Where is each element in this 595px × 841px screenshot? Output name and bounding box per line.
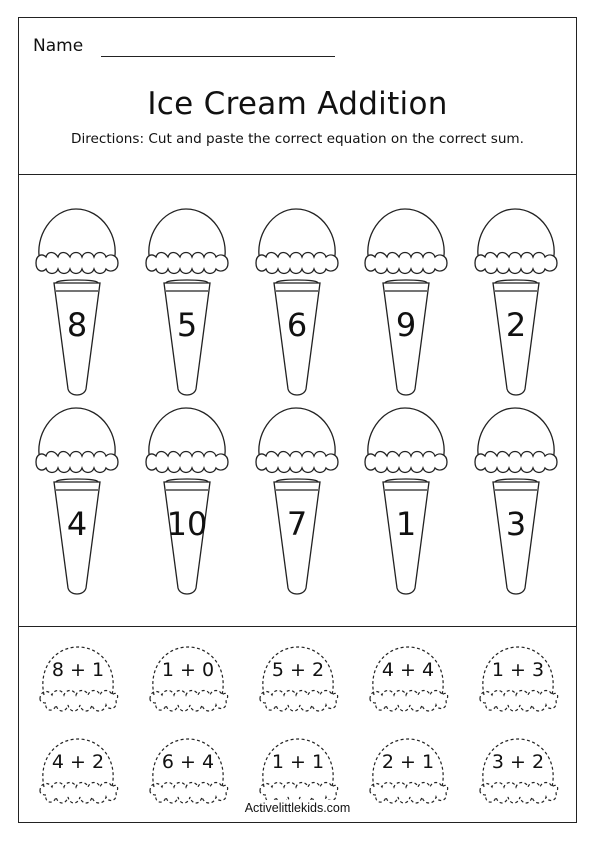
cone-sum-number: 2 xyxy=(505,306,527,344)
ice-cream-cone xyxy=(32,207,122,397)
scoop-equation: 8 + 1 xyxy=(51,659,105,681)
equation-scoop-cutout[interactable] xyxy=(476,643,560,717)
cone-sum-number: 5 xyxy=(176,306,198,344)
ice-cream-cone-icon xyxy=(471,406,561,596)
name-field-line[interactable] xyxy=(101,56,335,57)
equation-scoop-cutout[interactable] xyxy=(146,643,230,717)
worksheet-title: Ice Cream Addition xyxy=(147,86,448,122)
equation-scoop-cutout[interactable] xyxy=(366,735,450,809)
cone-sum-number: 4 xyxy=(66,505,88,543)
ice-cream-cone xyxy=(252,207,342,397)
cone-sum-number: 8 xyxy=(66,306,88,344)
scoop-equation: 5 + 2 xyxy=(271,659,325,681)
ice-cream-cone xyxy=(142,406,232,596)
ice-cream-cone xyxy=(142,207,232,397)
ice-cream-cone xyxy=(471,207,561,397)
scoop-equation: 4 + 2 xyxy=(51,751,105,773)
ice-cream-cone-icon xyxy=(32,406,122,596)
worksheet-header xyxy=(19,18,576,175)
ice-cream-cone-icon xyxy=(142,406,232,596)
cone-sum-number: 3 xyxy=(505,505,527,543)
equation-scoop-cutout[interactable] xyxy=(36,735,120,809)
ice-cream-cone xyxy=(361,406,451,596)
ice-cream-cone-icon xyxy=(252,207,342,397)
cone-sum-number: 1 xyxy=(395,505,417,543)
cone-sum-number: 7 xyxy=(286,505,308,543)
equation-scoop-cutout[interactable] xyxy=(36,643,120,717)
equation-scoop-cutout[interactable] xyxy=(366,643,450,717)
ice-cream-cone xyxy=(252,406,342,596)
ice-cream-cone xyxy=(32,406,122,596)
ice-cream-cone-icon xyxy=(361,207,451,397)
scoop-equation: 2 + 1 xyxy=(381,751,435,773)
name-label: Name xyxy=(33,36,84,56)
ice-cream-cone xyxy=(361,207,451,397)
scoop-equation: 1 + 1 xyxy=(271,751,325,773)
scoop-equation: 1 + 3 xyxy=(491,659,545,681)
scoop-equation: 4 + 4 xyxy=(381,659,435,681)
ice-cream-cone-icon xyxy=(252,406,342,596)
scoop-equation: 1 + 0 xyxy=(161,659,215,681)
equation-scoop-cutout[interactable] xyxy=(146,735,230,809)
ice-cream-cone-icon xyxy=(361,406,451,596)
cone-sum-number: 9 xyxy=(395,306,417,344)
equation-scoop-cutout[interactable] xyxy=(476,735,560,809)
scoop-equation: 6 + 4 xyxy=(161,751,215,773)
scoop-equation: 3 + 2 xyxy=(491,751,545,773)
cone-sum-number: 10 xyxy=(166,505,208,543)
footer-site: Activelittlekids.com xyxy=(224,800,371,816)
ice-cream-cone-icon xyxy=(32,207,122,397)
equation-scoop-cutout[interactable] xyxy=(256,643,340,717)
cone-sum-number: 6 xyxy=(286,306,308,344)
ice-cream-cone xyxy=(471,406,561,596)
ice-cream-cone-icon xyxy=(471,207,561,397)
equation-scoop-cutout[interactable] xyxy=(256,735,340,809)
directions-text: Directions: Cut and paste the correct equation on the correct sum. xyxy=(70,131,524,147)
ice-cream-cone-icon xyxy=(142,207,232,397)
